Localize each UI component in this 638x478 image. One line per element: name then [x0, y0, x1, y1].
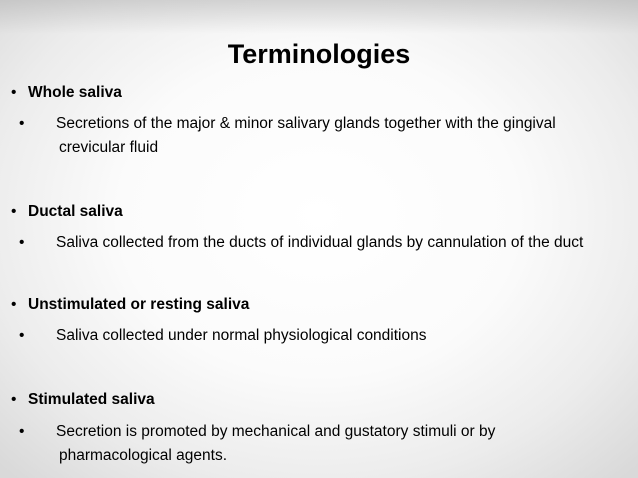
term-label: Stimulated saliva — [28, 391, 155, 408]
definition-bullet — [19, 324, 631, 348]
term-bullet — [11, 389, 155, 411]
bullet-icon: • — [19, 115, 25, 132]
term-bullet — [11, 294, 249, 316]
term-bullet — [11, 201, 123, 223]
definition-text: Saliva collected under normal physiological conditions — [56, 327, 427, 344]
definition-bullet — [19, 112, 599, 160]
term-bullet — [11, 82, 122, 104]
definition-text: Secretion is promoted by mechanical and gustatory stimuli or by pharmacological agents. — [56, 423, 496, 464]
definition-text: Secretions of the major & minor salivary glands together with the gingival crevicular fluid — [56, 115, 556, 156]
bullet-icon: • — [11, 391, 17, 408]
term-label: Whole saliva — [28, 84, 122, 101]
term-label: Unstimulated or resting saliva — [28, 296, 250, 313]
term-label: Ductal saliva — [28, 203, 123, 220]
bullet-icon: • — [19, 234, 25, 251]
bullet-icon: • — [11, 296, 17, 313]
bullet-icon: • — [19, 423, 25, 440]
bullet-icon: • — [11, 84, 17, 101]
bullet-icon: • — [19, 327, 25, 344]
definition-bullet — [19, 420, 559, 468]
definition-bullet — [19, 231, 631, 255]
slide-title: Terminologies — [227, 39, 411, 69]
bullet-icon: • — [11, 203, 17, 220]
definition-text: Saliva collected from the ducts of individual glands by cannulation of the duct — [56, 234, 584, 251]
